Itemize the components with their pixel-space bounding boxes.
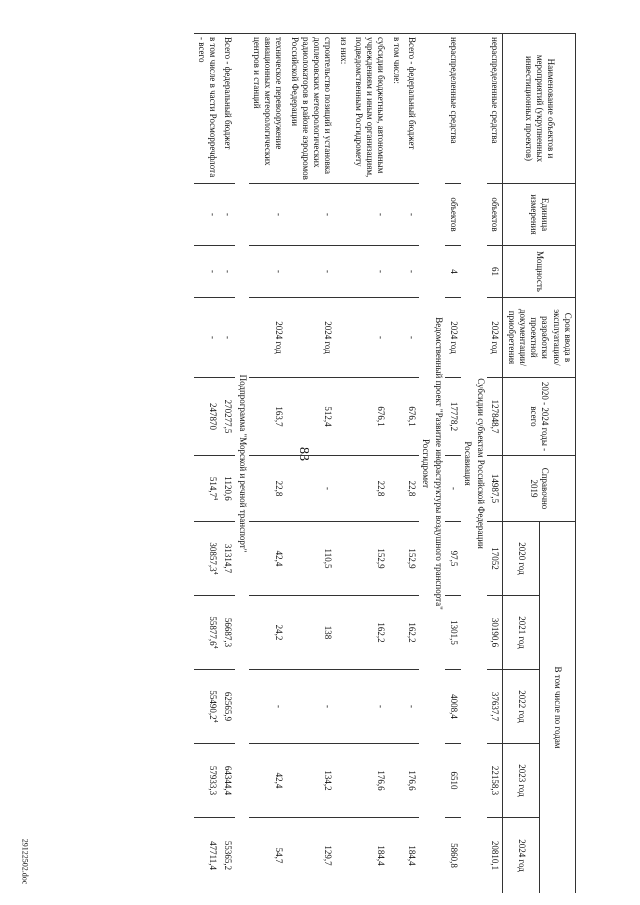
row-total bbox=[404, 378, 419, 456]
section-row bbox=[419, 34, 432, 894]
row-ref-2019-value: - bbox=[448, 487, 459, 490]
row-ref-2019 bbox=[404, 456, 419, 522]
row-unit bbox=[249, 184, 287, 246]
table-row bbox=[404, 34, 419, 894]
row-year-value bbox=[487, 522, 503, 596]
row-ref-2019-value: 22,8 bbox=[407, 480, 417, 497]
row-total bbox=[336, 378, 351, 456]
row-capacity bbox=[287, 246, 336, 298]
table-row bbox=[487, 34, 503, 894]
row-ref-2019-value: 14987,5 bbox=[490, 473, 501, 504]
row-year-value bbox=[487, 596, 503, 670]
row-year-value bbox=[194, 596, 221, 670]
row-year-value bbox=[336, 670, 351, 744]
page-number: 83 bbox=[296, 447, 311, 461]
row-capacity-value: 4 bbox=[448, 269, 459, 274]
year-value: 37637,7 bbox=[490, 691, 501, 722]
footnote-mark: 4 bbox=[212, 497, 219, 501]
row-capacity-value: - bbox=[407, 270, 417, 273]
row-name bbox=[287, 34, 336, 184]
row-year-value bbox=[404, 818, 419, 894]
header-year: 2023 год bbox=[503, 744, 539, 818]
year-value: - bbox=[407, 705, 417, 708]
row-deadline-value: - bbox=[407, 336, 417, 339]
year-value: 42,4 bbox=[274, 772, 285, 789]
header-name: Наименование объектов и мероприятий (укрупненных инвестиционных проектов) bbox=[503, 34, 576, 184]
row-capacity-value: - bbox=[323, 270, 334, 273]
year-value: 162,2 bbox=[376, 622, 387, 643]
section-row bbox=[236, 34, 249, 894]
year-value: 56687,3 bbox=[223, 617, 234, 648]
row-capacity-value: - bbox=[274, 270, 285, 273]
row-year-value bbox=[249, 744, 287, 818]
year-value: 31314,7 bbox=[223, 543, 234, 574]
row-year-value bbox=[404, 522, 419, 596]
row-total-value: 270277,5 bbox=[223, 399, 234, 434]
table-row bbox=[194, 34, 221, 894]
year-value: 62565,9 bbox=[223, 691, 234, 722]
row-name-value: из них: bbox=[338, 37, 349, 65]
row-name-value: нераспределенные средства bbox=[448, 37, 459, 144]
year-value: 17052 bbox=[490, 547, 501, 570]
row-ref-2019 bbox=[446, 456, 461, 522]
row-deadline bbox=[351, 298, 389, 378]
row-name bbox=[194, 34, 221, 184]
year-value: 176,6 bbox=[376, 770, 387, 791]
year-value: 5860,8 bbox=[448, 843, 459, 868]
row-ref-2019 bbox=[336, 456, 351, 522]
row-total-value: 676,1 bbox=[407, 406, 417, 427]
row-deadline bbox=[446, 298, 461, 378]
row-year-value bbox=[404, 670, 419, 744]
document-code: 29122502.doc bbox=[20, 838, 30, 885]
year-value: 55365,2 bbox=[223, 840, 234, 871]
row-capacity-value: - bbox=[223, 270, 234, 273]
header-in-years: В том числе по годам bbox=[539, 522, 575, 894]
header-deadline: Срок ввода в эксплуатацию/ разработки проектной документации/ приобретения bbox=[503, 298, 576, 378]
row-ref-2019-value: - bbox=[323, 487, 334, 490]
row-deadline bbox=[194, 298, 221, 378]
row-deadline bbox=[249, 298, 287, 378]
year-value: 110,5 bbox=[323, 548, 334, 569]
header-year: 2022 год bbox=[503, 670, 539, 744]
row-year-value bbox=[220, 818, 235, 894]
row-ref-2019-value: 22,8 bbox=[376, 480, 387, 497]
row-year-value bbox=[220, 744, 235, 818]
row-year-value bbox=[487, 818, 503, 894]
year-value: 134,2 bbox=[323, 770, 334, 791]
year-value: 57933,3 bbox=[208, 765, 219, 796]
section-label: Росгидромет bbox=[419, 34, 432, 894]
row-year-value bbox=[194, 818, 221, 894]
row-year-value bbox=[351, 522, 389, 596]
row-year-value bbox=[446, 596, 461, 670]
row-unit-value: - bbox=[208, 213, 219, 216]
row-year-value bbox=[220, 670, 235, 744]
header-year: 2024 год bbox=[503, 818, 539, 894]
row-name bbox=[487, 34, 503, 184]
row-ref-2019-value: 22,8 bbox=[274, 480, 285, 497]
table-row bbox=[336, 34, 351, 894]
year-value: 6510 bbox=[448, 771, 459, 790]
row-name-value: техническое перевооружение авиационных метеорологических центров и станций bbox=[252, 37, 285, 166]
row-year-value bbox=[287, 744, 336, 818]
row-year-value bbox=[389, 818, 404, 894]
row-year-value bbox=[220, 522, 235, 596]
header-year: 2020 год bbox=[503, 522, 539, 596]
row-total-value: 163,7 bbox=[274, 406, 285, 427]
row-unit bbox=[287, 184, 336, 246]
row-total bbox=[487, 378, 503, 456]
row-year-value bbox=[287, 670, 336, 744]
section-label: Подпрограмма "Морской и речной транспорт" bbox=[236, 34, 249, 894]
row-deadline bbox=[404, 298, 419, 378]
year-value: 129,7 bbox=[323, 845, 334, 866]
row-year-value bbox=[351, 818, 389, 894]
year-value: 184,4 bbox=[376, 845, 387, 866]
year-value: 64344,4 bbox=[223, 765, 234, 796]
section-label: Росавиация bbox=[461, 34, 474, 894]
year-value: - bbox=[376, 705, 387, 708]
row-ref-2019 bbox=[487, 456, 503, 522]
row-deadline-value: - bbox=[376, 336, 387, 339]
row-year-value bbox=[389, 522, 404, 596]
row-name-value: в том числе в части Росморречфлота - всего bbox=[197, 37, 219, 178]
row-year-value bbox=[446, 744, 461, 818]
table-row bbox=[351, 34, 389, 894]
row-year-value bbox=[446, 670, 461, 744]
year-value: 4008,4 bbox=[448, 694, 459, 719]
row-year-value bbox=[336, 596, 351, 670]
table-body bbox=[194, 34, 503, 894]
table-row bbox=[446, 34, 461, 894]
row-capacity-value: - bbox=[208, 270, 219, 273]
row-capacity bbox=[404, 246, 419, 298]
year-value: 20810,1 bbox=[490, 840, 501, 871]
row-unit-value: - bbox=[407, 213, 417, 216]
row-capacity bbox=[220, 246, 235, 298]
row-capacity bbox=[389, 246, 404, 298]
row-total bbox=[351, 378, 389, 456]
row-deadline-value: 2024 год bbox=[323, 321, 334, 354]
row-year-value bbox=[487, 670, 503, 744]
row-year-value bbox=[194, 522, 221, 596]
row-name-value: Всего - федеральный бюджет bbox=[407, 37, 417, 150]
year-value: 30857,3 bbox=[208, 542, 219, 572]
row-year-value bbox=[287, 522, 336, 596]
footnote-mark: 4 bbox=[212, 645, 219, 649]
year-value: - bbox=[274, 705, 285, 708]
footnote-mark: 4 bbox=[212, 571, 219, 575]
year-value: 138 bbox=[323, 625, 334, 640]
year-value: 55877,6 bbox=[208, 616, 219, 646]
year-value: 42,4 bbox=[274, 550, 285, 567]
row-ref-2019 bbox=[389, 456, 404, 522]
header-total: 2020 - 2024 годы - всего bbox=[503, 378, 576, 456]
row-unit bbox=[336, 184, 351, 246]
row-deadline bbox=[336, 298, 351, 378]
rotated-table-content bbox=[66, 33, 576, 893]
footnote-mark: 4 bbox=[212, 719, 219, 723]
row-total bbox=[389, 378, 404, 456]
year-value: 22158,3 bbox=[490, 765, 501, 796]
row-year-value bbox=[446, 522, 461, 596]
row-capacity bbox=[446, 246, 461, 298]
year-value: 162,2 bbox=[407, 622, 417, 643]
row-unit bbox=[194, 184, 221, 246]
row-capacity bbox=[249, 246, 287, 298]
row-year-value bbox=[404, 596, 419, 670]
row-unit bbox=[404, 184, 419, 246]
year-value: 24,2 bbox=[274, 624, 285, 641]
year-value: 176,6 bbox=[407, 770, 417, 791]
row-year-value bbox=[389, 744, 404, 818]
row-unit bbox=[446, 184, 461, 246]
row-deadline-value: - bbox=[208, 336, 219, 339]
table-row bbox=[389, 34, 404, 894]
section-row bbox=[432, 34, 445, 894]
row-total-value: 247870 bbox=[208, 403, 219, 430]
year-value: 30190,6 bbox=[490, 617, 501, 648]
row-year-value bbox=[446, 818, 461, 894]
year-value: 54,7 bbox=[274, 847, 285, 864]
row-name-value: субсидии бюджетным, автономным учреждениям и иным организациям, подведомственным Росгидромету bbox=[354, 37, 387, 178]
row-deadline-value: 2024 год bbox=[274, 321, 285, 354]
row-year-value bbox=[194, 744, 221, 818]
row-total-value: 512,4 bbox=[323, 406, 334, 427]
row-ref-2019 bbox=[351, 456, 389, 522]
year-value: 1301,5 bbox=[448, 620, 459, 645]
row-year-value bbox=[389, 596, 404, 670]
row-ref-2019 bbox=[220, 456, 235, 522]
row-year-value bbox=[287, 596, 336, 670]
row-year-value bbox=[351, 670, 389, 744]
row-deadline bbox=[487, 298, 503, 378]
row-name bbox=[389, 34, 404, 184]
section-row bbox=[474, 34, 487, 894]
row-name-value: строительство позиций и установка доплеровских метеорологических радиолокаторов в районе аэродромов Российской Федерации bbox=[289, 37, 334, 180]
row-year-value bbox=[336, 522, 351, 596]
year-value: 55490,2 bbox=[208, 690, 219, 720]
row-ref-2019-value: 1120,6 bbox=[223, 476, 234, 501]
section-label: Субсидии субъектам Российской Федерации bbox=[474, 34, 487, 894]
year-value: 47711,4 bbox=[208, 841, 219, 870]
row-deadline-value: - bbox=[223, 336, 234, 339]
row-total-value: 127848,7 bbox=[490, 399, 501, 434]
header-unit: Единица измерения bbox=[503, 184, 576, 246]
table-row bbox=[220, 34, 235, 894]
section-row bbox=[461, 34, 474, 894]
row-capacity-value: - bbox=[376, 270, 387, 273]
row-name-value: Всего - федеральный бюджет bbox=[223, 37, 234, 150]
row-unit bbox=[487, 184, 503, 246]
row-year-value bbox=[249, 522, 287, 596]
rotated-table-frame bbox=[66, 33, 576, 893]
row-total bbox=[249, 378, 287, 456]
row-name bbox=[446, 34, 461, 184]
row-unit bbox=[389, 184, 404, 246]
row-year-value bbox=[220, 596, 235, 670]
row-year-value bbox=[389, 670, 404, 744]
row-total bbox=[194, 378, 221, 456]
row-capacity bbox=[351, 246, 389, 298]
row-unit-value: - bbox=[223, 213, 234, 216]
year-value: - bbox=[323, 705, 334, 708]
row-name-value: нераспределенные средства bbox=[490, 37, 501, 144]
row-name bbox=[249, 34, 287, 184]
row-deadline bbox=[220, 298, 235, 378]
row-year-value bbox=[287, 818, 336, 894]
row-name bbox=[351, 34, 389, 184]
budget-table bbox=[194, 33, 576, 893]
row-capacity bbox=[336, 246, 351, 298]
table-header bbox=[503, 34, 576, 894]
row-year-value bbox=[351, 596, 389, 670]
row-capacity bbox=[194, 246, 221, 298]
row-deadline-value: 2024 год bbox=[448, 321, 459, 354]
row-ref-2019 bbox=[287, 456, 336, 522]
row-deadline-value: 2024 год bbox=[490, 321, 501, 354]
year-value: 152,9 bbox=[376, 548, 387, 569]
row-year-value bbox=[194, 670, 221, 744]
row-unit-value: - bbox=[323, 213, 334, 216]
row-total bbox=[446, 378, 461, 456]
year-value: 97,5 bbox=[448, 550, 459, 567]
table-row bbox=[287, 34, 336, 894]
row-year-value bbox=[487, 744, 503, 818]
row-name bbox=[336, 34, 351, 184]
row-deadline bbox=[287, 298, 336, 378]
row-ref-2019 bbox=[194, 456, 221, 522]
row-year-value bbox=[336, 818, 351, 894]
row-deadline bbox=[389, 298, 404, 378]
row-unit-value: - bbox=[376, 213, 387, 216]
row-capacity-value: 61 bbox=[490, 267, 501, 276]
row-year-value bbox=[249, 818, 287, 894]
row-ref-2019 bbox=[249, 456, 287, 522]
row-year-value bbox=[336, 744, 351, 818]
row-unit-value: - bbox=[274, 213, 285, 216]
row-total bbox=[220, 378, 235, 456]
year-value: 152,9 bbox=[407, 548, 417, 569]
row-unit bbox=[220, 184, 235, 246]
row-year-value bbox=[404, 744, 419, 818]
row-year-value bbox=[249, 596, 287, 670]
year-value: 184,4 bbox=[407, 845, 417, 866]
row-total-value: 17778,2 bbox=[448, 401, 459, 432]
header-year: 2021 год bbox=[503, 596, 539, 670]
header-capacity: Мощность bbox=[503, 246, 576, 298]
header-ref-2019: Справочно 2019 bbox=[503, 456, 576, 522]
row-total-value: 676,1 bbox=[376, 406, 387, 427]
row-unit-value: объектов bbox=[490, 197, 501, 232]
table-row bbox=[249, 34, 287, 894]
row-unit-value: объектов bbox=[448, 197, 459, 232]
row-name bbox=[220, 34, 235, 184]
row-year-value bbox=[351, 744, 389, 818]
row-unit bbox=[351, 184, 389, 246]
row-total bbox=[287, 378, 336, 456]
row-name bbox=[404, 34, 419, 184]
section-label: Ведомственный проект "Развитие инфраструктуры воздушного транспорта" bbox=[432, 34, 445, 894]
row-year-value bbox=[249, 670, 287, 744]
row-name-value: в том числе: bbox=[391, 37, 402, 84]
row-ref-2019-value: 514,7 bbox=[208, 476, 219, 498]
row-capacity bbox=[487, 246, 503, 298]
